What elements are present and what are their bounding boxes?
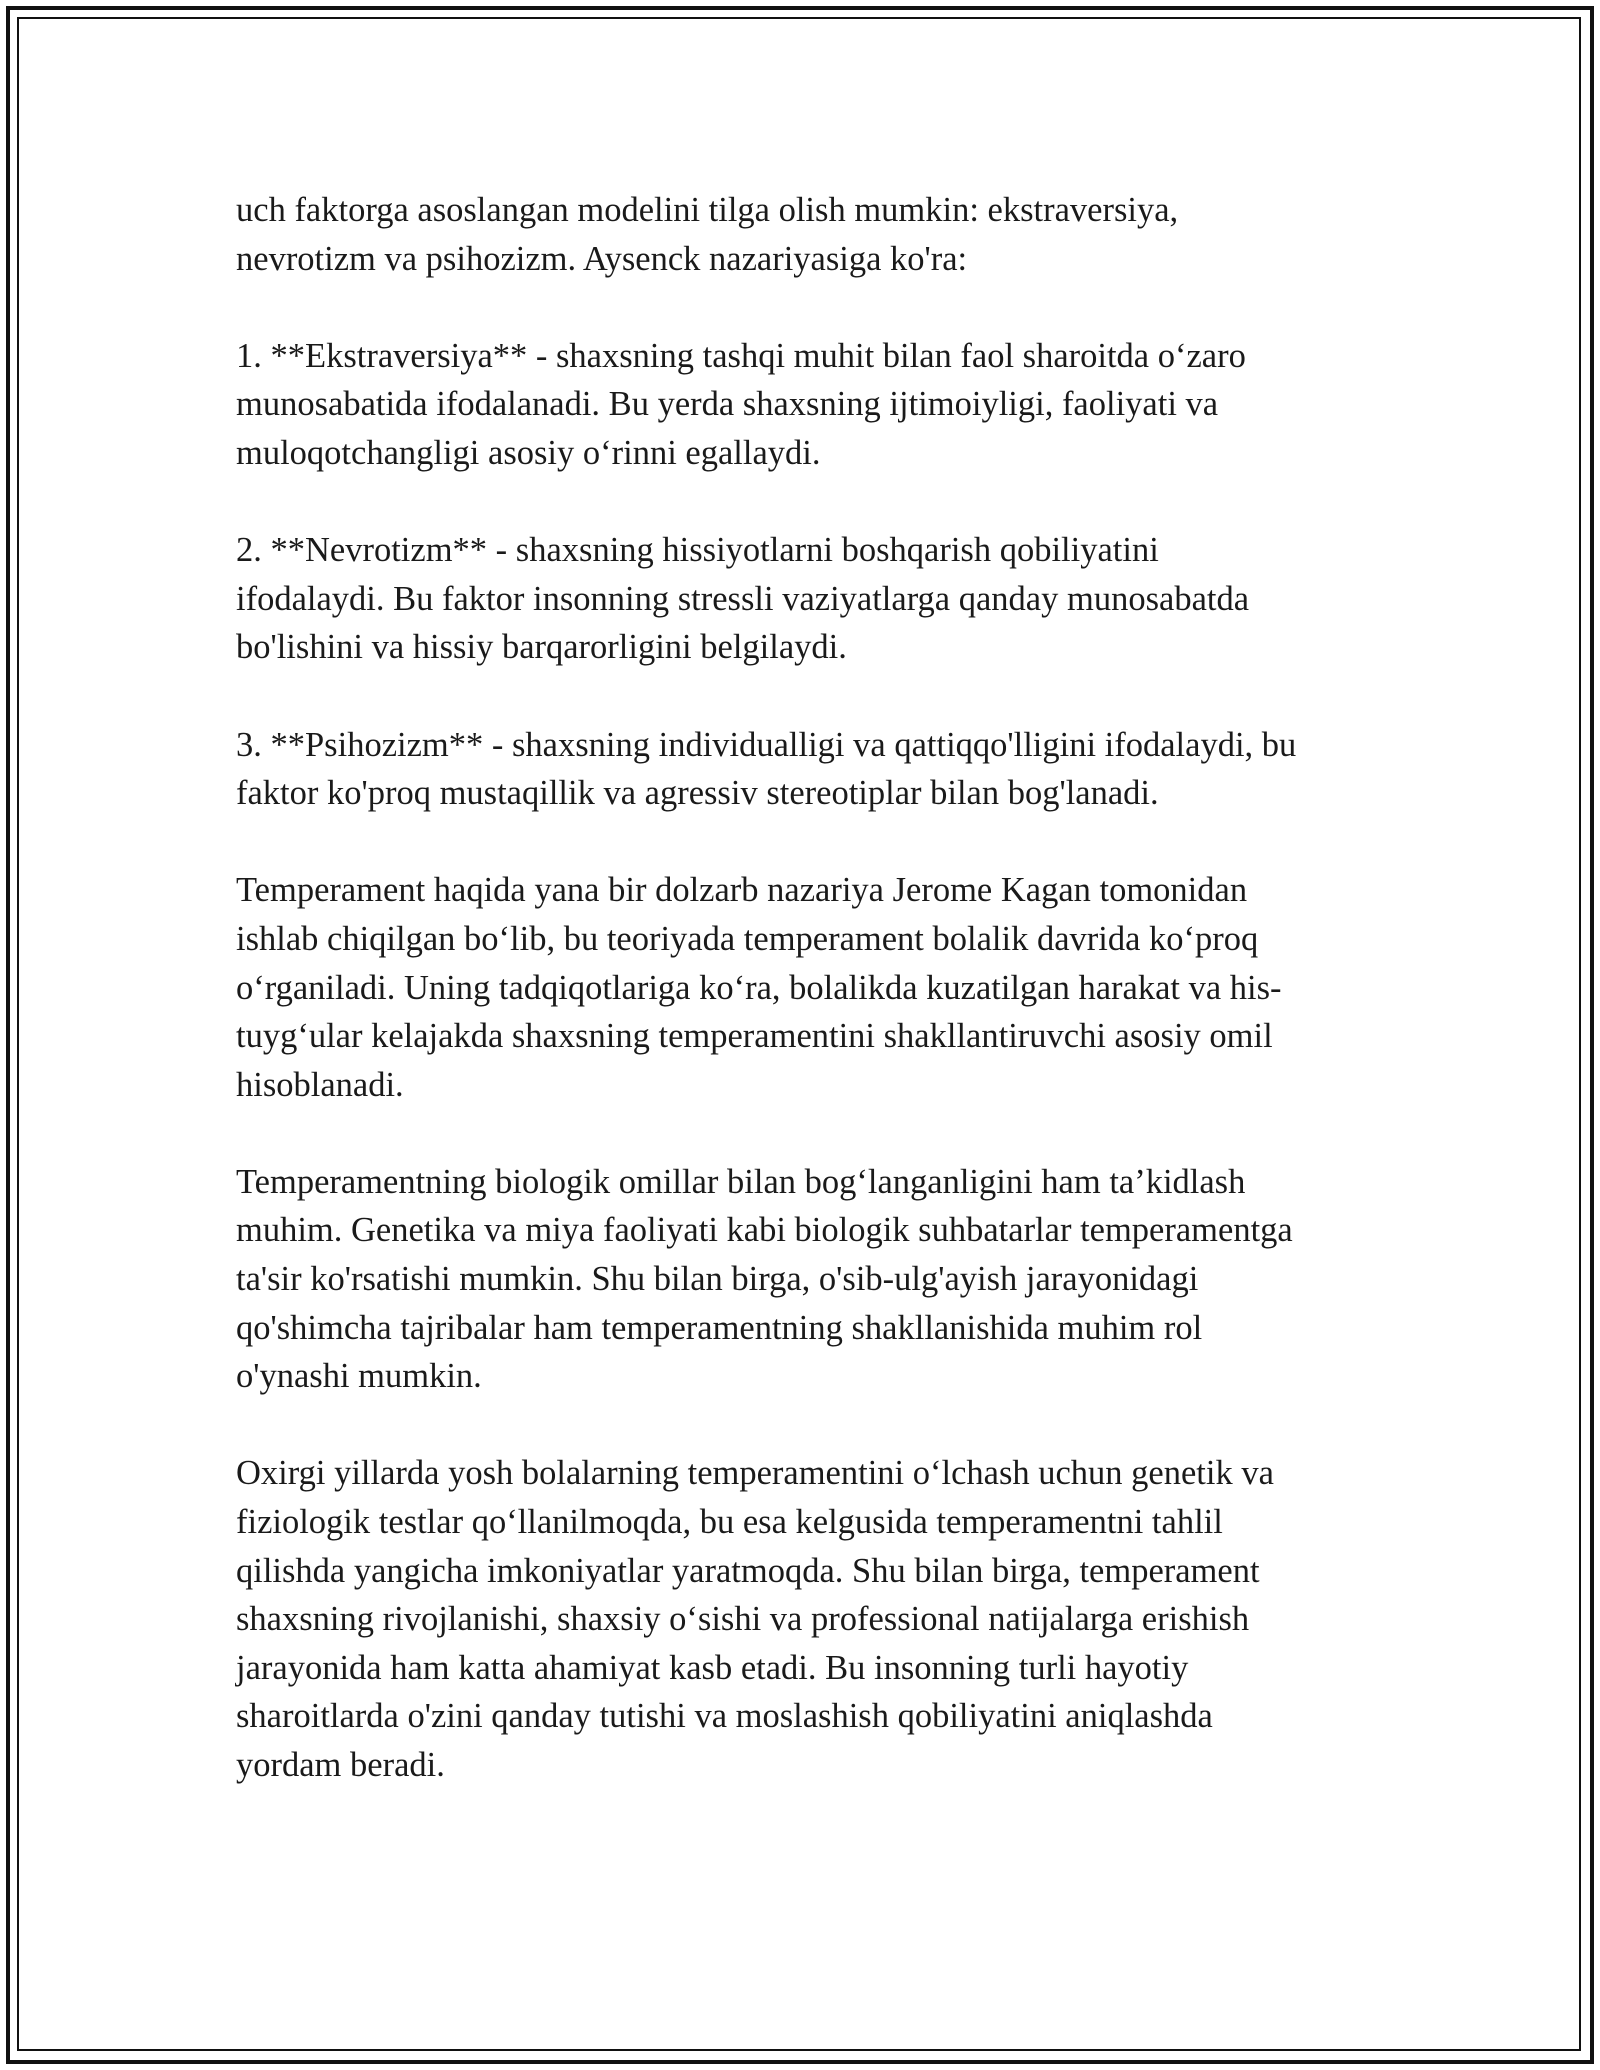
text-line: 3. **Psihozizm** - shaxsning individualligi va qattiqqo'lligini ifodalaydi, bu bbox=[236, 725, 1297, 764]
paragraph-biology bbox=[236, 1158, 1376, 1401]
text-line: nevrotizm va psihozizm. Aysenck nazariyasiga ko'ra: bbox=[236, 239, 968, 278]
text-line: qo'shimcha tajribalar ham temperamentning shakllanishida muhim rol bbox=[236, 1308, 1203, 1347]
text-line: sharoitlarda o'zini qanday tutishi va moslashish qobiliyatini aniqlashda bbox=[236, 1697, 1213, 1736]
text-line: muloqotchangligi asosiy o‘rinni egallaydi. bbox=[236, 433, 821, 472]
text-line: ta'sir ko'rsatishi mumkin. Shu bilan birga, o'sib-ulg'ayish jarayonidagi bbox=[236, 1260, 1199, 1299]
list-item-psihozizm bbox=[236, 721, 1376, 818]
text-line: muhim. Genetika va miya faoliyati kabi biologik suhbatarlar temperamentga bbox=[236, 1211, 1293, 1250]
text-line: ifodalaydi. Bu faktor insonning stressli vaziyatlarga qanday munosabatda bbox=[236, 579, 1250, 618]
text-line: munosabatida ifodalanadi. Bu yerda shaxsning ijtimoiyligi, faoliyati va bbox=[236, 385, 1219, 424]
text-line: Temperamentning biologik omillar bilan bog‘langanligini ham ta’kidlash bbox=[236, 1162, 1246, 1201]
text-line: bo'lishini va hissiy barqarorligini belgilaydi. bbox=[236, 628, 847, 667]
text-line: 1. **Ekstraversiya** - shaxsning tashqi muhit bilan faol sharoitda o‘zaro bbox=[236, 336, 1246, 375]
text-line: tuyg‘ular kelajakda shaxsning temperamentini shakllantiruvchi asosiy omil bbox=[236, 1017, 1273, 1056]
text-line: qilishda yangicha imkoniyatlar yaratmoqda. Shu bilan birga, temperament bbox=[236, 1551, 1260, 1590]
text-line: o‘rganiladi. Uning tadqiqotlariga ko‘ra, bolalikda kuzatilgan harakat va his- bbox=[236, 968, 1282, 1007]
list-item-nevrotizm bbox=[236, 526, 1376, 672]
text-line: faktor ko'proq mustaqillik va agressiv stereotiplar bilan bog'lanadi. bbox=[236, 774, 1159, 813]
paragraph-recent-research bbox=[236, 1449, 1376, 1789]
text-line: 2. **Nevrotizm** - shaxsning hissiyotlarni boshqarish qobiliyatini bbox=[236, 531, 1159, 570]
text-line: fiziologik testlar qo‘llanilmoqda, bu esa kelgusida temperamentni tahlil bbox=[236, 1503, 1223, 1542]
paragraph-intro bbox=[236, 186, 1376, 283]
text-line: yordam beradi. bbox=[236, 1746, 445, 1784]
text-line: shaxsning rivojlanishi, shaxsiy o‘sishi va professional natijalarga erishish bbox=[236, 1600, 1250, 1639]
paragraph-kagan bbox=[236, 866, 1376, 1109]
document-body bbox=[236, 186, 1376, 1790]
text-line: jarayonida ham katta ahamiyat kasb etadi. Bu insonning turli hayotiy bbox=[236, 1648, 1189, 1687]
text-line: hisoblanadi. bbox=[236, 1065, 404, 1104]
text-line: Temperament haqida yana bir dolzarb nazariya Jerome Kagan tomonidan bbox=[236, 871, 1248, 910]
list-item-ekstraversiya bbox=[236, 332, 1376, 478]
text-line: ishlab chiqilgan bo‘lib, bu teoriyada temperament bolalik davrida ko‘proq bbox=[236, 919, 1259, 958]
text-line: Oxirgi yillarda yosh bolalarning temperamentini o‘lchash uchun genetik va bbox=[236, 1454, 1274, 1493]
text-line: uch faktorga asoslangan modelini tilga olish mumkin: ekstraversiya, bbox=[236, 191, 1179, 229]
text-line: o'ynashi mumkin. bbox=[236, 1357, 482, 1396]
